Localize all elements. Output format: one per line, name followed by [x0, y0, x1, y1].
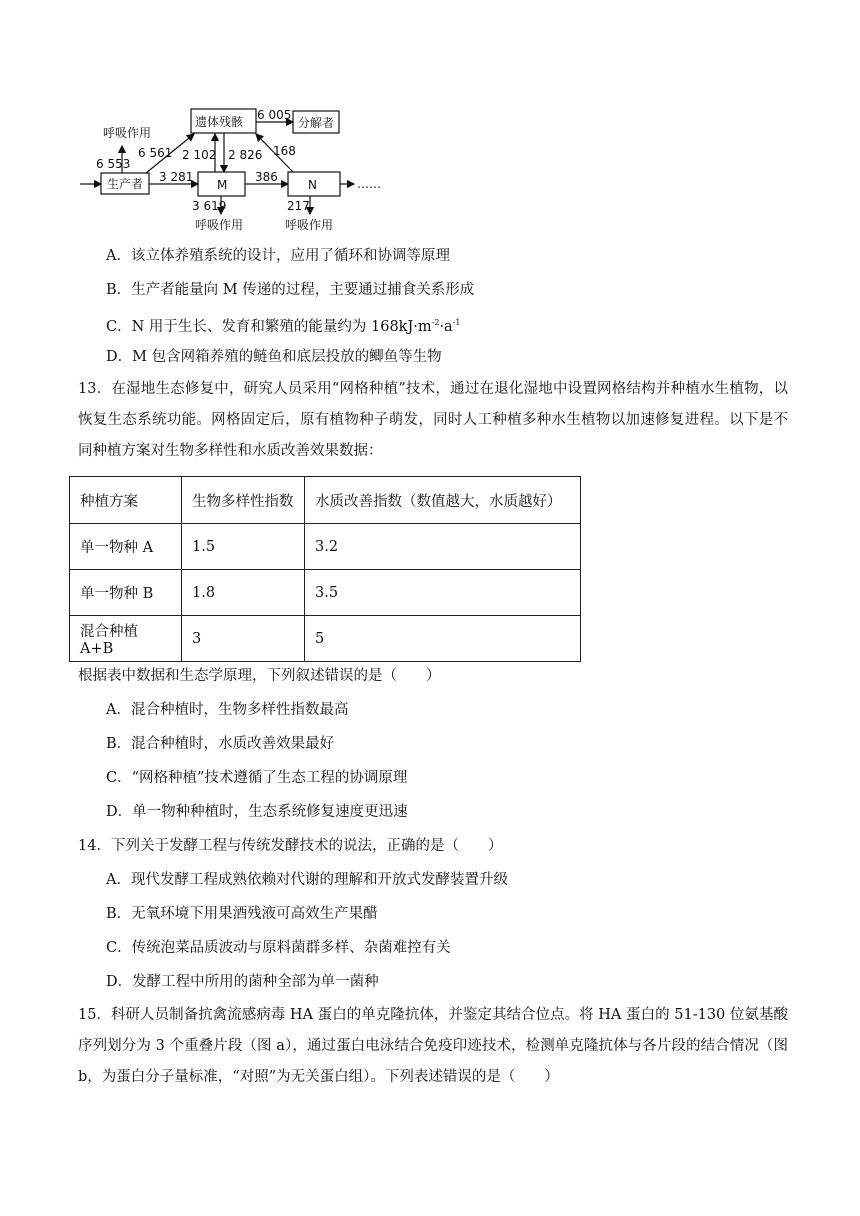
energy-flow-diagram — [78, 106, 398, 236]
table-cell: 1.5 — [182, 524, 305, 570]
value-217: 217 — [287, 199, 310, 213]
q12-option-c-mid: ·a — [439, 318, 453, 335]
n-label: N — [308, 178, 317, 192]
q12-option-a: A．该立体养殖系统的设计，应用了循环和协调等原理 — [106, 248, 450, 264]
decomposer-label: 分解者 — [298, 116, 335, 130]
value-6553: 6 553 — [96, 157, 131, 171]
value-386: 386 — [255, 170, 278, 184]
value-2826: 2 826 — [228, 148, 263, 162]
value-6561: 6 561 — [138, 146, 173, 160]
q13-stem: 13．在湿地生态修复中，研究人员采用“网格种植”技术，通过在退化湿地中设置网格结构并种植水生植物，以恢复生态系统功能。网格固定后，原有植物种子萌发，同时人工种植多种水生植物以加速修复进程。以下是不同种植方案对生物多样性和水质改善效果数据： — [78, 381, 788, 459]
q12-option-c-text: C．N 用于生长、发育和繁殖的能量约为 168kJ·m — [106, 318, 432, 335]
table-row — [70, 524, 581, 570]
value-3619: 3 619 — [192, 199, 227, 213]
resp-m-label: 呼吸作用 — [195, 218, 244, 232]
resp-n-label: 呼吸作用 — [285, 218, 334, 232]
table-cell: 单一物种 B — [70, 570, 182, 616]
q13-question: 根据表中数据和生态学原理，下列叙述错误的是（ ） — [78, 668, 441, 684]
value-168: 168 — [273, 144, 296, 158]
table-cell: 1.8 — [182, 570, 305, 616]
table-cell: 3.5 — [305, 570, 581, 616]
q13-option-a: A．混合种植时，生物多样性指数最高 — [106, 702, 349, 718]
q13-option-d: D．单一物种种植时，生态系统修复速度更迅速 — [106, 804, 408, 820]
table-cell: 5 — [305, 616, 581, 662]
table-cell: 单一物种 A — [70, 524, 182, 570]
q13-option-c: C．“网格种植”技术遵循了生态工程的协调原理 — [106, 770, 408, 786]
ellipsis-label: …… — [357, 177, 381, 191]
table-header-row — [70, 477, 581, 524]
remains-label: 遗体残骸 — [195, 115, 244, 129]
q12-option-c-sup1: -2 — [431, 318, 440, 327]
table-header-cell: 水质改善指数（数值越大，水质越好） — [305, 477, 581, 524]
q12-option-b: B．生产者能量向 M 传递的过程，主要通过捕食关系形成 — [106, 282, 475, 298]
value-3281: 3 281 — [159, 170, 194, 184]
table-row — [70, 570, 581, 616]
table-cell: 3.2 — [305, 524, 581, 570]
q14-option-a: A．现代发酵工程成熟依赖对代谢的理解和开放式发酵装置升级 — [106, 872, 508, 888]
energy-flow-svg — [78, 106, 398, 236]
table-header-cell: 生物多样性指数 — [182, 477, 305, 524]
q14-option-c: C．传统泡菜品质波动与原料菌群多样、杂菌难控有关 — [106, 940, 451, 956]
q15-stem: 15．科研人员制备抗禽流感病毒 HA 蛋白的单克隆抗体，并鉴定其结合位点。将 HA 蛋白的 51-130 位氨基酸序列划分为 3 个重叠片段（图 a），通过蛋白电泳结合免疫印迹技术，检测单克隆抗体与各片段的结合情况（图 b，为蛋白分子量标准，“对照”为无关蛋白组）。下列表述错误的是（ ） — [78, 1007, 788, 1085]
q14-stem: 14．下列关于发酵工程与传统发酵技术的说法，正确的是（ ） — [78, 838, 503, 854]
q13-table — [69, 476, 581, 662]
m-label: M — [217, 178, 228, 192]
q12-option-c — [106, 313, 461, 337]
value-2102: 2 102 — [182, 148, 217, 162]
q13-option-b: B．混合种植时，水质改善效果最好 — [106, 736, 335, 752]
value-6005: 6 005 — [257, 108, 292, 122]
resp-top-label: 呼吸作用 — [103, 126, 152, 140]
q12-option-c-sup2: -1 — [452, 318, 461, 327]
table-cell: 3 — [182, 616, 305, 662]
table-cell: 混合种植 A+B — [70, 616, 182, 662]
table-header-cell: 种植方案 — [70, 477, 182, 524]
table-row — [70, 616, 581, 662]
q14-option-d: D．发酵工程中所用的菌种全部为单一菌种 — [106, 974, 379, 990]
q14-option-b: B．无氧环境下用果酒残液可高效生产果醋 — [106, 906, 378, 922]
producer-label: 生产者 — [107, 177, 144, 191]
q12-option-d: D．M 包含网箱养殖的鲢鱼和底层投放的鲫鱼等生物 — [106, 349, 442, 365]
